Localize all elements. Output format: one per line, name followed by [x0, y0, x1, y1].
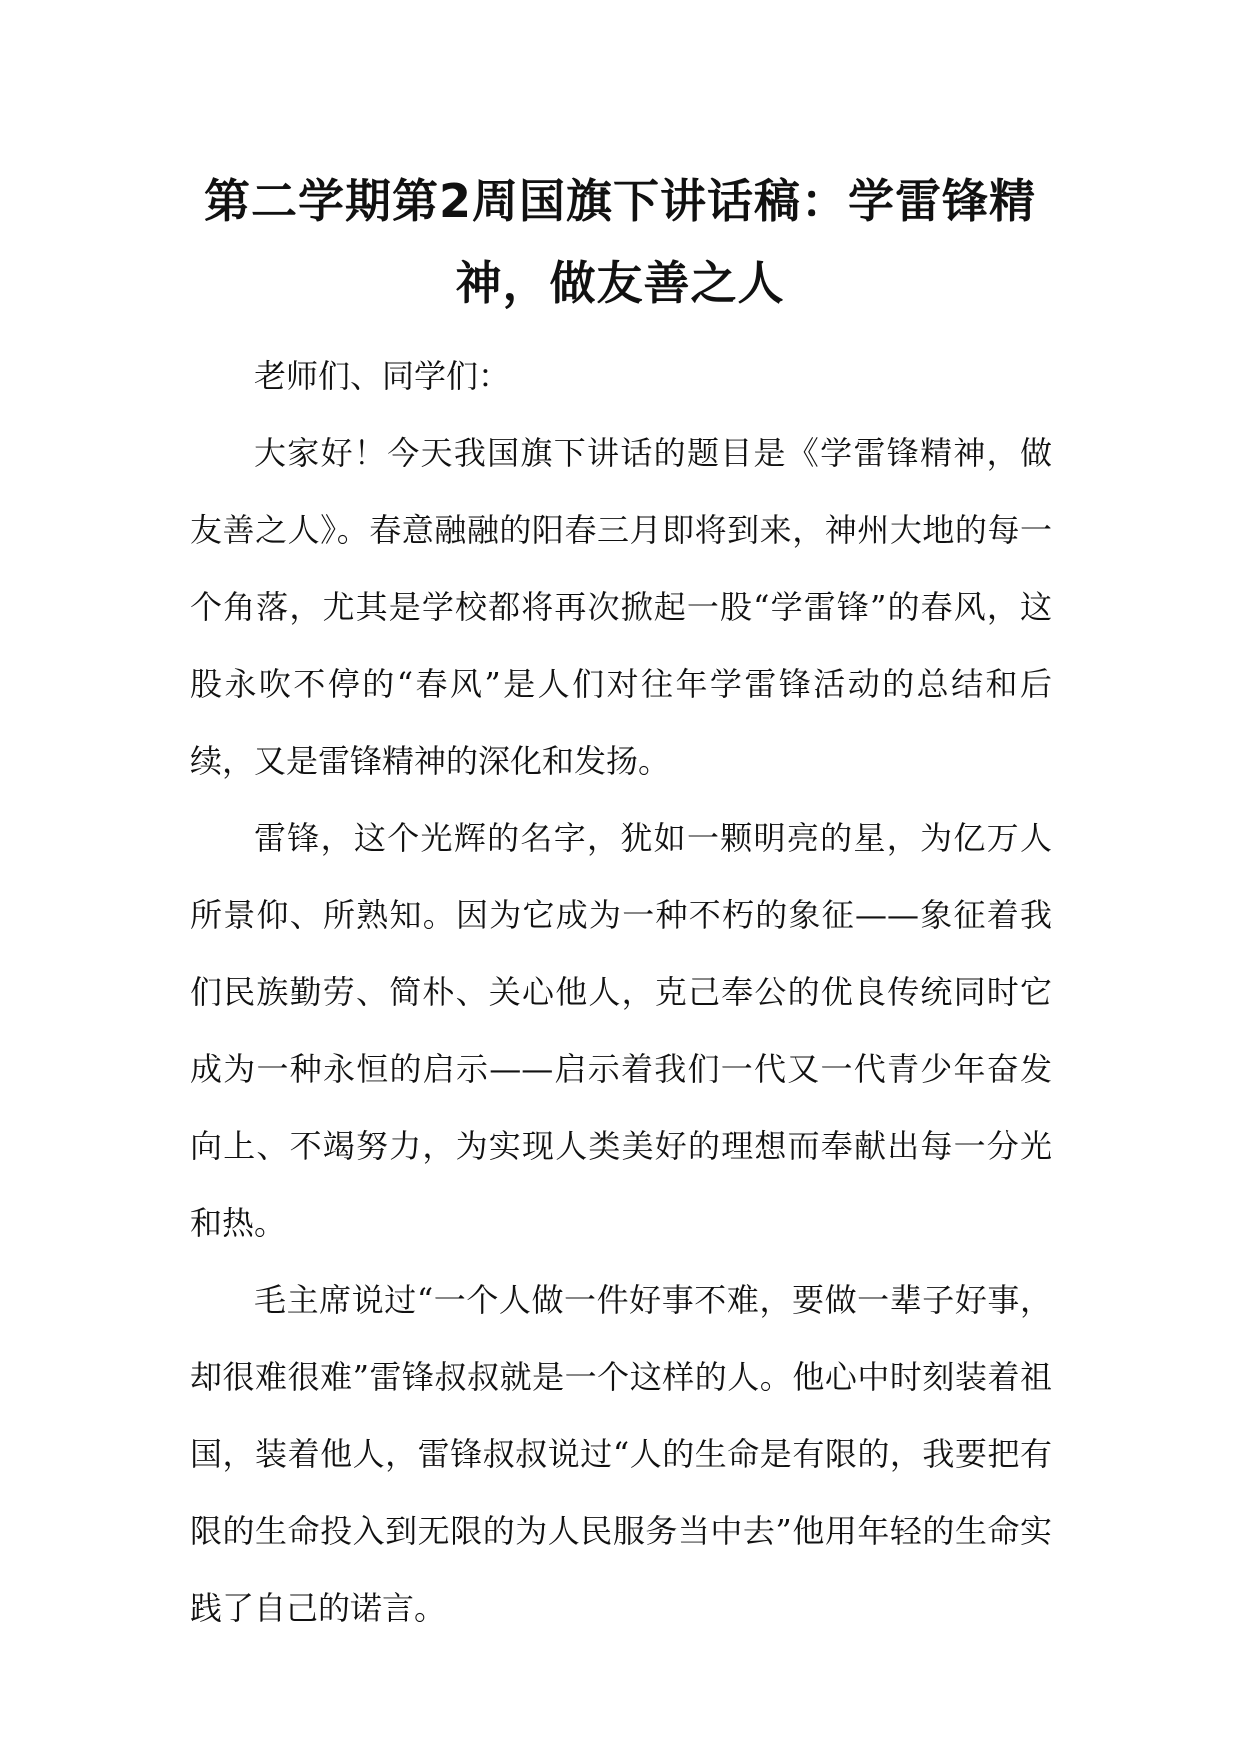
- body-paragraph: 雷锋，这个光辉的名字，犹如一颗明亮的星，为亿万人所景仰、所熟知。因为它成为一种不朽的象征——象征着我们民族勤劳、简朴、关心他人，克己奉公的优良传统同时它成为一种永恒的启示——启示着我们一代又一代青少年奋发向上、不竭努力，为实现人类美好的理想而奉献出每一分光和热。: [190, 819, 1052, 1242]
- document-body: [190, 338, 1052, 1647]
- body-paragraph: 大家好！今天我国旗下讲话的题目是《学雷锋精神，做友善之人》。春意融融的阳春三月即将到来，神州大地的每一个角落，尤其是学校都将再次掀起一股“学雷锋”的春风，这股永吹不停的“春风”是人们对往年学雷锋活动的总结和后续，又是雷锋精神的深化和发扬。: [190, 434, 1052, 780]
- document-title: 第二学期第2周国旗下讲话稿：学雷锋精神，做友善之人: [203, 174, 1036, 310]
- salutation-paragraph: 老师们、同学们：: [254, 357, 511, 395]
- body-paragraph: 毛主席说过“一个人做一件好事不难，要做一辈子好事，却很难很难”雷锋叔叔就是一个这样的人。他心中时刻装着祖国，装着他人，雷锋叔叔说过“人的生命是有限的，我要把有限的生命投入到无限的为人民服务当中去”他用年轻的生命实践了自己的诺言。: [190, 1281, 1052, 1627]
